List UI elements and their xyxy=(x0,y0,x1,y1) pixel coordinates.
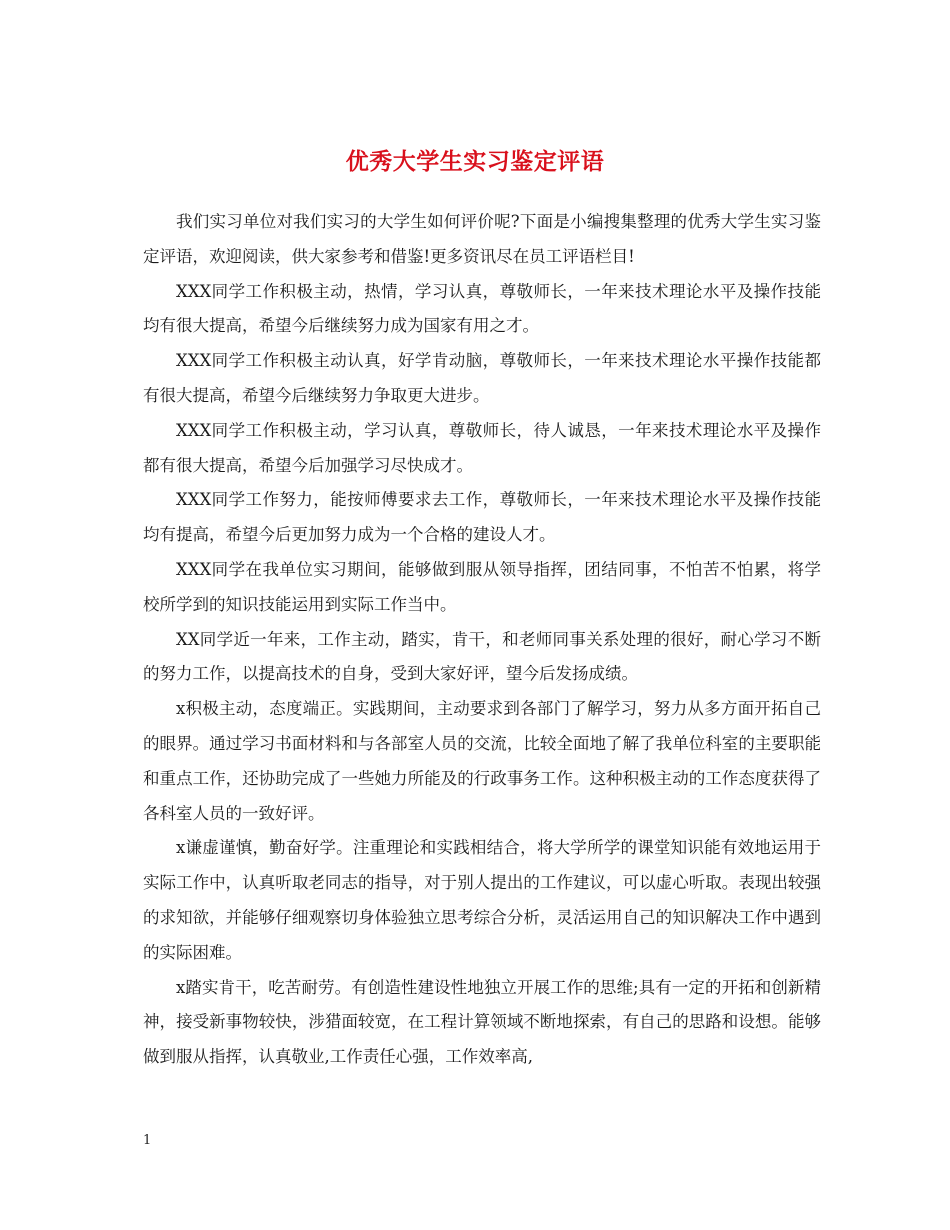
evaluation-paragraph: XXX同学工作积极主动，学习认真，尊敬师长，待人诚恳，一年来技术理论水平及操作都有很大提高，希望今后加强学习尽快成才。 xyxy=(143,420,821,475)
evaluation-paragraph: XXX同学在我单位实习期间，能够做到服从领导指挥，团结同事，不怕苦不怕累，将学校所学到的知识技能运用到实际工作当中。 xyxy=(143,559,821,614)
evaluation-paragraph: x踏实肯干，吃苦耐劳。有创造性建设性地独立开展工作的思维;具有一定的开拓和创新精神，接受新事物较快，涉猎面较宽，在工程计算领域不断地探索，有自己的思路和设想。能够做到服从指挥，认真敬业,工作责任心强，工作效率高, xyxy=(143,977,821,1067)
document-body xyxy=(143,205,821,1075)
evaluation-paragraph: x谦虚谨慎，勤奋好学。注重理论和实践相结合，将大学所学的课堂知识能有效地运用于实际工作中，认真听取老同志的指导，对于别人提出的工作建议，可以虚心听取。表现出较强的求知欲，并能够仔细观察切身体验独立思考综合分析，灵活运用自己的知识解决工作中遇到的实际困难。 xyxy=(143,838,821,962)
page-number: 1 xyxy=(143,1133,152,1148)
document-title: 优秀大学生实习鉴定评语 xyxy=(345,148,605,176)
intro-paragraph: 我们实习单位对我们实习的大学生如何评价呢?下面是小编搜集整理的优秀大学生实习鉴定评语，欢迎阅读，供大家参考和借鉴!更多资讯尽在员工评语栏目! xyxy=(143,212,821,266)
evaluation-paragraph: XX同学近一年来，工作主动，踏实，肯干，和老师同事关系处理的很好，耐心学习不断的努力工作，以提高技术的自身，受到大家好评，望今后发扬成绩。 xyxy=(143,629,821,684)
evaluation-paragraph: x积极主动，态度端正。实践期间，主动要求到各部门了解学习，努力从多方面开拓自己的眼界。通过学习书面材料和与各部室人员的交流，比较全面地了解了我单位科室的主要职能和重点工作，还协助完成了一些她力所能及的行政事务工作。这种积极主动的工作态度获得了各科室人员的一致好评。 xyxy=(143,699,821,823)
evaluation-paragraph: XXX同学工作积极主动，热情，学习认真，尊敬师长，一年来技术理论水平及操作技能均有很大提高，希望今后继续努力成为国家有用之才。 xyxy=(143,281,821,336)
evaluation-paragraph: XXX同学工作努力，能按师傅要求去工作，尊敬师长，一年来技术理论水平及操作技能均有提高，希望今后更加努力成为一个合格的建设人才。 xyxy=(143,490,821,545)
evaluation-paragraph: XXX同学工作积极主动认真，好学肯动脑，尊敬师长，一年来技术理论水平操作技能都有很大提高，希望今后继续努力争取更大进步。 xyxy=(143,351,821,405)
